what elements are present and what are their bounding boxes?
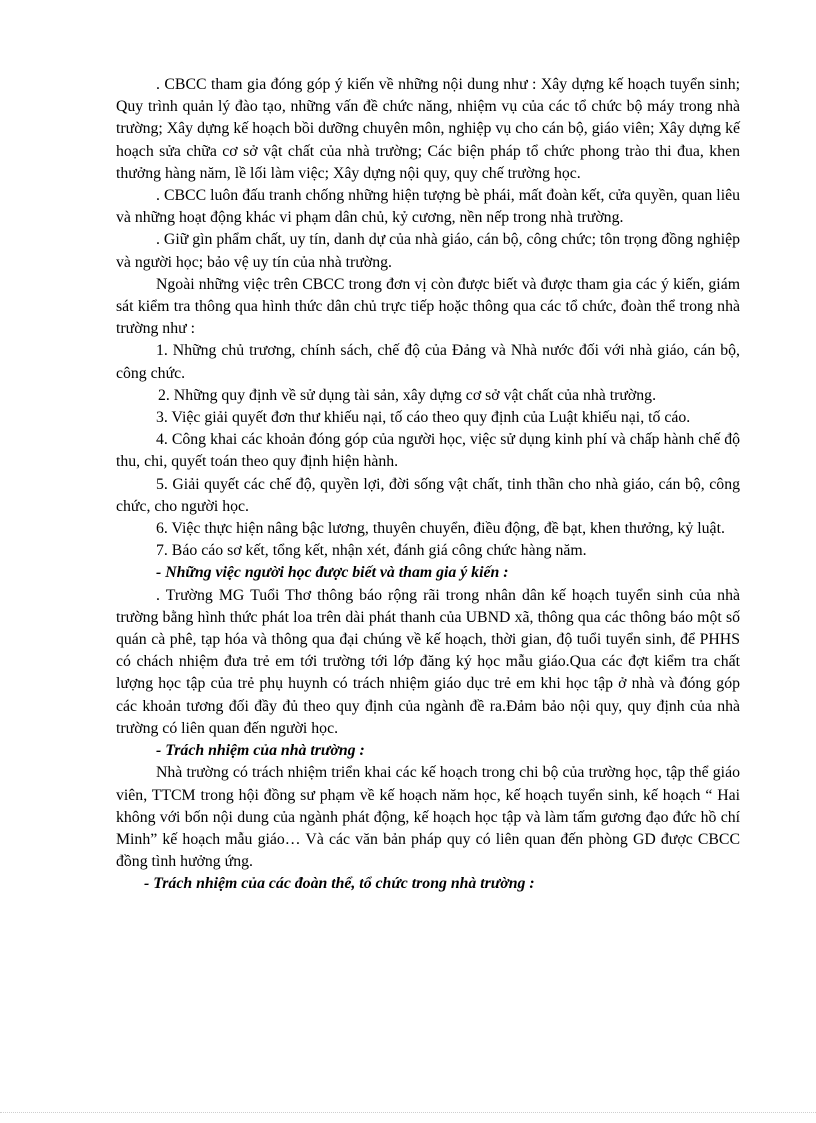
list-item: 2. Những quy định về sử dụng tài sản, xây dựng cơ sở vật chất của nhà trường.	[158, 386, 657, 404]
paragraph-contribution: . CBCC tham gia đóng góp ý kiến về những nội dung như : Xây dựng kế hoạch tuyển sinh; Quy trình quản lý đào tạo, những vấn đề chức năng, nhiệm vụ của các tổ chức bộ máy trong nhà trường; Xây dựng kế hoạch bồi dưỡng chuyên môn, nghiệp vụ cho cán bộ, giáo viên; Xây dựng kế hoạch sửa chữa cơ sở vật chất của nhà trường; Các biện pháp tổ chức phong trào thi đua, khen thưởng hàng năm, lề lối làm việc; Xây dựng nội quy, quy chế trường học.	[116, 76, 740, 182]
list-item: 4. Công khai các khoản đóng góp của người học, việc sử dụng kinh phí và chấp hành chế độ thu, chi, quyết toán theo quy định hiện hành.	[116, 431, 740, 471]
section-heading-learners: - Những việc người học được biết và tham gia ý kiến :	[156, 564, 509, 582]
section-heading-organizations: - Trách nhiệm của các đoàn thể, tổ chức trong nhà trường :	[144, 875, 535, 893]
list-item: 7. Báo cáo sơ kết, tổng kết, nhận xét, đánh giá công chức hàng năm.	[156, 542, 587, 560]
list-item: 6. Việc thực hiện nâng bậc lương, thuyên chuyển, điều động, đề bạt, khen thưởng, kỷ luật.	[156, 520, 725, 538]
page-bottom-divider	[0, 1112, 816, 1113]
paragraph-school: Nhà trường có trách nhiệm triển khai các kế hoạch trong chi bộ của trường học, tập thể giáo viên, TTCM trong hội đồng sư phạm về kế hoạch năm học, kế hoạch tuyển sinh, kế hoạch “ Hai không với bốn nội dung của ngành phát động, kế hoạch học tập và làm tấm gương đạo đức hồ chí Minh” kế hoạch mẫu giáo… Và các văn bản pháp quy có liên quan đến phòng GD được CBCC đồng tình hưởng ứng.	[116, 764, 740, 871]
list-item: 3. Việc giải quyết đơn thư khiếu nại, tố cáo theo quy định của Luật khiếu nại, tố cáo.	[156, 409, 691, 427]
paragraph-intro-list: Ngoài những việc trên CBCC trong đơn vị còn được biết và được tham gia các ý kiến, giám sát kiểm tra thông qua hình thức dân chủ trực tiếp hoặc thông qua các tổ chức, đoàn thể trong nhà trường như :	[116, 275, 740, 338]
paragraph-learners: . Trường MG Tuổi Thơ thông báo rộng rãi trong nhân dân kế hoạch tuyển sinh của nhà trường bằng hình thức phát loa trên dài phát thanh của UBND xã, thông qua các thông báo một số quán cà phê, tạp hóa và thông qua đại chúng về kế hoạch, thời gian, độ tuổi tuyển sinh, để PHHS có chách nhiệm đưa trẻ em tới trường tới lớp đăng ký học mẫu giáo.Qua các đợt kiểm tra chất lượng học tập của trẻ phụ huynh có trách nhiệm giáo dục trẻ em khi học tập ở nhà và đóng góp các khoản tương đối đầy đủ theo quy định của ngành đề ra.Đảm bảo nội quy, quy định của nhà trường có liên quan đến người học.	[116, 586, 740, 737]
list-item: 5. Giải quyết các chế độ, quyền lợi, đời sống vật chất, tinh thần cho nhà giáo, cán bộ, công chức, cho người học.	[116, 475, 740, 515]
paragraph-struggle: . CBCC luôn đấu tranh chống những hiện tượng bè phái, mất đoàn kết, cửa quyền, quan liêu và những hoạt động khác vi phạm dân chủ, kỷ cương, nền nếp trong nhà trường.	[116, 187, 740, 227]
paragraph-integrity: . Giữ gìn phẩm chất, uy tín, danh dự của nhà giáo, cán bộ, công chức; tôn trọng đồng nghiệp và người học; bảo vệ uy tín của nhà trường.	[116, 231, 740, 271]
document-body	[116, 74, 740, 896]
section-heading-school: - Trách nhiệm của nhà trường :	[156, 742, 365, 760]
list-item: 1. Những chủ trương, chính sách, chế độ của Đảng và Nhà nước đối với nhà giáo, cán bộ, công chức.	[116, 342, 740, 382]
